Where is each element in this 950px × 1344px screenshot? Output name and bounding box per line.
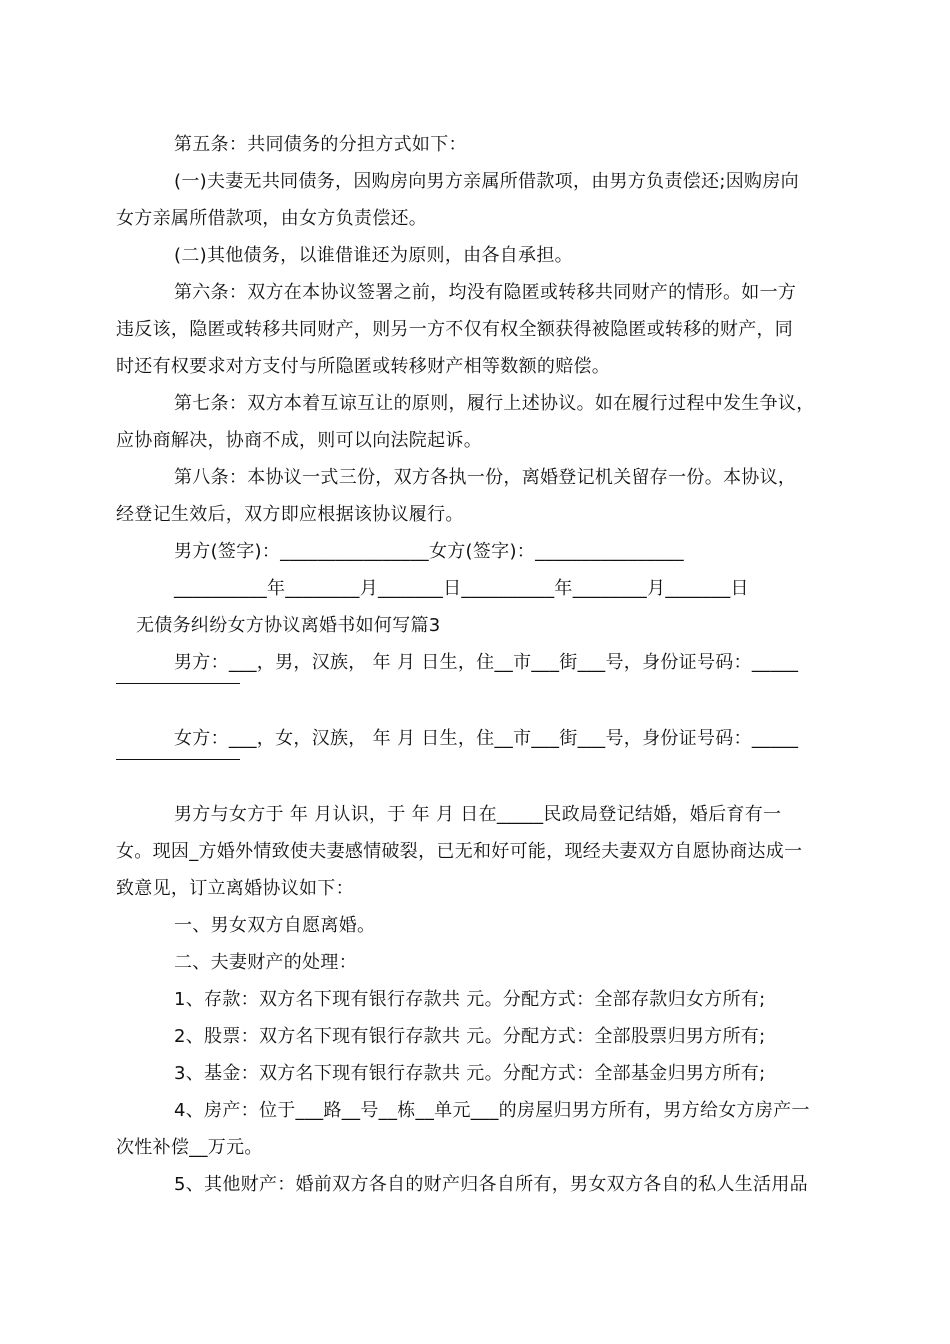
woman-id-underline <box>116 759 838 796</box>
document-body <box>116 126 838 1203</box>
section-title: 无债务纠纷女方协议离婚书如何写篇3 <box>136 615 441 636</box>
article-8-line-2: 经登记生效后，双方即应根据该协议履行。 <box>116 504 464 525</box>
item-1: 一、男女双方自愿离婚。 <box>174 915 376 936</box>
item-2-4-property: 4、房产：位于___路__号__栋__单元___的房屋归男方所有，男方给女方房产一 <box>174 1100 810 1121</box>
article-5-heading: 第五条：共同债务的分担方式如下： <box>174 134 467 155</box>
article-6-line-2: 违反该，隐匿或转移共同财产，则另一方不仅有权全额获得被隐匿或转移的财产，同 <box>116 319 794 340</box>
article-6-line-3: 时还有权要求对方支付与所隐匿或转移财产相等数额的赔偿。 <box>116 356 611 377</box>
item-2-3-funds: 3、基金：双方名下现有银行存款共 元。分配方式：全部基金归男方所有; <box>174 1063 766 1084</box>
article-7-line-1: 第七条：双方本着互谅互让的原则，履行上述协议。如在履行过程中发生争议， <box>174 393 815 414</box>
item-2-5-other: 5、其他财产：婚前双方各自的财产归各自所有，男女双方各自的私人生活用品 <box>174 1174 808 1195</box>
date-line: __________年________月_______日__________年________月_______日 <box>174 578 749 599</box>
man-info: 男方：___，男，汉族， 年 月 日生，住__市___街___号，身份证号码：_____ <box>174 652 799 673</box>
item-2-1-savings: 1、存款：双方名下现有银行存款共 元。分配方式：全部存款归女方所有; <box>174 989 766 1010</box>
article-6-line-1: 第六条：双方在本协议签署之前，均没有隐匿或转移共同财产的情形。如一方 <box>174 282 797 303</box>
item-2-4-property-cont: 次性补偿__万元。 <box>116 1137 263 1158</box>
preamble-line-1: 男方与女方于 年 月认识，于 年 月 日在_____民政局登记结婚，婚后育有一 <box>174 804 782 825</box>
man-id-underline <box>116 683 838 720</box>
preamble-line-3: 致意见，订立离婚协议如下： <box>116 878 354 899</box>
article-5-clause-1-cont: 女方亲属所借款项，由女方负责偿还。 <box>116 208 428 229</box>
item-2-2-stocks: 2、股票：双方名下现有银行存款共 元。分配方式：全部股票归男方所有; <box>174 1026 766 1047</box>
item-2: 二、夫妻财产的处理： <box>174 952 357 973</box>
article-7-line-2: 应协商解决，协商不成，则可以向法院起诉。 <box>116 430 482 451</box>
preamble-line-2: 女。现因_方婚外情致使夫妻感情破裂，已无和好可能，现经夫妻双方自愿协商达成一 <box>116 841 803 862</box>
woman-info: 女方：___，女，汉族， 年 月 日生，住__市___街___号，身份证号码：_____ <box>174 728 799 749</box>
article-5-clause-1: (一)夫妻无共同债务，因购房向男方亲属所借款项，由男方负责偿还;因购房向 <box>174 171 799 192</box>
article-5-clause-2: (二)其他债务，以谁借谁还为原则，由各自承担。 <box>174 245 573 266</box>
article-8-line-1: 第八条：本协议一式三份，双方各执一份，离婚登记机关留存一份。本协议， <box>174 467 797 488</box>
signature-line: 男方(签字)：________________女方(签字)：________________ <box>174 541 684 562</box>
